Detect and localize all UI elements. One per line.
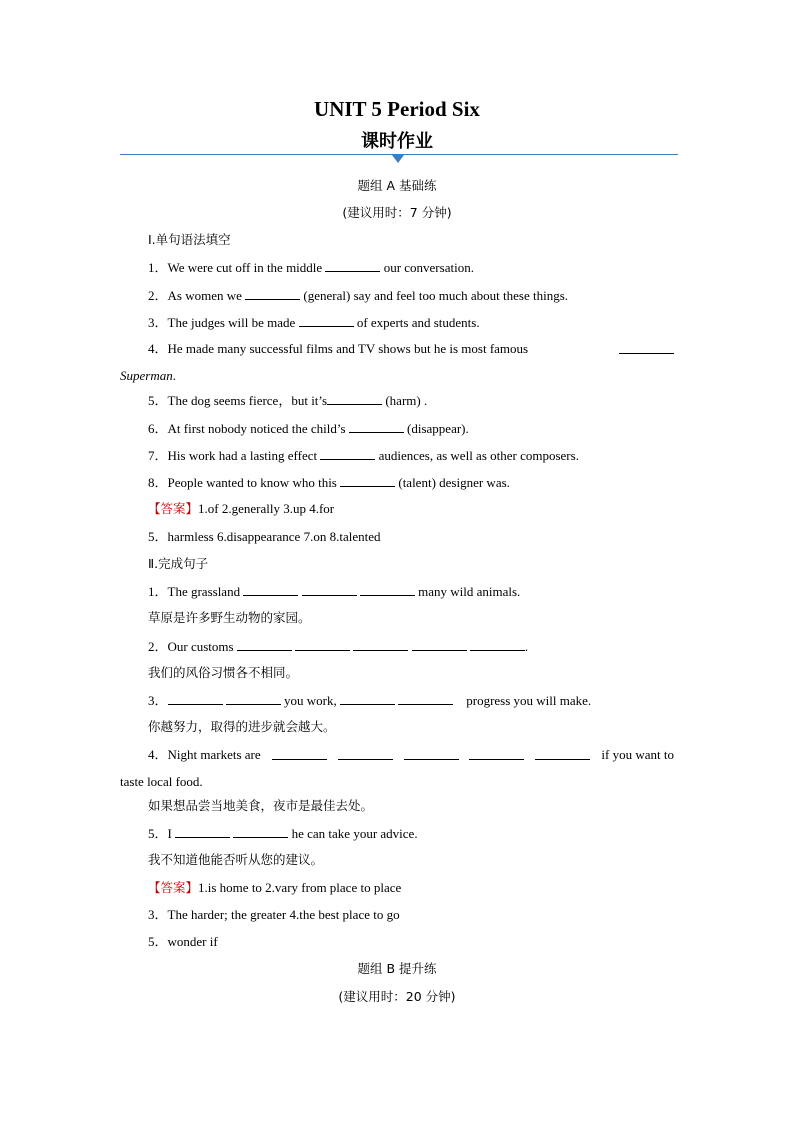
section-1-heading: Ⅰ.单句语法填空	[148, 232, 231, 247]
answer-blank[interactable]	[325, 259, 380, 272]
translation: 你越努力，取得的进步就会越大。	[148, 719, 336, 734]
answer-line: 5．wonder if	[148, 934, 218, 949]
answer-blank[interactable]	[327, 392, 382, 405]
answer-blank[interactable]	[398, 692, 453, 705]
list-item: 5．The dog seems fierce，but it’s (harm) .	[148, 393, 428, 408]
answer-blank[interactable]	[175, 825, 230, 838]
answer-blank[interactable]	[226, 692, 281, 705]
list-item: 4．He made many successful films and TV shows but he is most famous	[148, 341, 674, 357]
page-subtitle: 课时作业	[361, 131, 433, 152]
answer-blank[interactable]	[340, 474, 395, 487]
group-b-heading: 题组 B 提升练	[357, 961, 437, 976]
list-item: 2．As women we (general) say and feel too much about these things.	[148, 288, 569, 303]
answer-blank[interactable]	[619, 341, 674, 354]
answer-blank[interactable]	[349, 420, 404, 433]
answer-blank[interactable]	[469, 747, 524, 760]
divider-marker-icon	[392, 155, 404, 163]
answer-blank[interactable]	[245, 287, 300, 300]
list-item: 7．His work had a lasting effect audiences, as well as other composers.	[148, 448, 579, 463]
list-item: 6．At first nobody noticed the child’s (disappear).	[148, 421, 469, 436]
answer-label: 【答案】	[148, 501, 199, 516]
answer-blank[interactable]	[233, 825, 288, 838]
page-title: UNIT 5 Period Six	[314, 97, 480, 121]
group-a-time: (建议用时：7 分钟)	[342, 205, 452, 220]
list-item: 1．We were cut off in the middle our conversation.	[148, 260, 474, 275]
answer-blank[interactable]	[243, 583, 298, 596]
answer-blank[interactable]	[470, 638, 525, 651]
translation: 草原是许多野生动物的家园。	[148, 610, 311, 625]
answer-blank[interactable]	[168, 692, 223, 705]
answer-blank[interactable]	[295, 638, 350, 651]
translation: 我不知道他能否听从您的建议。	[148, 852, 324, 867]
list-item: 3．The judges will be made of experts and students.	[148, 315, 480, 330]
list-item: 2．Our customs .	[148, 639, 529, 654]
answer-blank[interactable]	[302, 583, 357, 596]
list-item: 1．The grassland many wild animals.	[148, 584, 521, 599]
answer-blank[interactable]	[404, 747, 459, 760]
answer-blank[interactable]	[353, 638, 408, 651]
list-item: 8．People wanted to know who this (talent) designer was.	[148, 475, 510, 490]
answer-line: 【答案】1.is home to 2.vary from place to place	[148, 880, 402, 895]
answer-blank[interactable]	[299, 314, 354, 327]
translation: 如果想品尝当地美食，夜市是最佳去处。	[148, 798, 374, 813]
list-item-continuation: taste local food.	[120, 774, 203, 789]
answer-line: 【答案】1.of 2.generally 3.up 4.for	[148, 501, 335, 516]
list-item: 4．Night markets are if you want to	[148, 747, 674, 762]
answer-blank[interactable]	[272, 747, 327, 760]
answer-line: 5．harmless 6.disappearance 7.on 8.talented	[148, 529, 381, 544]
group-b-time: (建议用时：20 分钟)	[338, 989, 456, 1004]
list-item-continuation: Superman.	[120, 368, 176, 383]
answer-blank[interactable]	[320, 447, 375, 460]
answer-blank[interactable]	[360, 583, 415, 596]
answer-blank[interactable]	[412, 638, 467, 651]
group-a-heading: 题组 A 基础练	[357, 178, 437, 193]
answer-blank[interactable]	[338, 747, 393, 760]
list-item: 3． you work, progress you will make.	[148, 693, 592, 708]
answer-blank[interactable]	[340, 692, 395, 705]
answer-label: 【答案】	[148, 880, 199, 895]
list-item: 5．I he can take your advice.	[148, 826, 418, 841]
answer-line: 3．The harder; the greater 4.the best place to go	[148, 907, 400, 922]
section-2-heading: Ⅱ.完成句子	[148, 556, 209, 571]
answer-blank[interactable]	[237, 638, 292, 651]
answer-blank[interactable]	[535, 747, 590, 760]
translation: 我们的风俗习惯各不相同。	[148, 665, 299, 680]
